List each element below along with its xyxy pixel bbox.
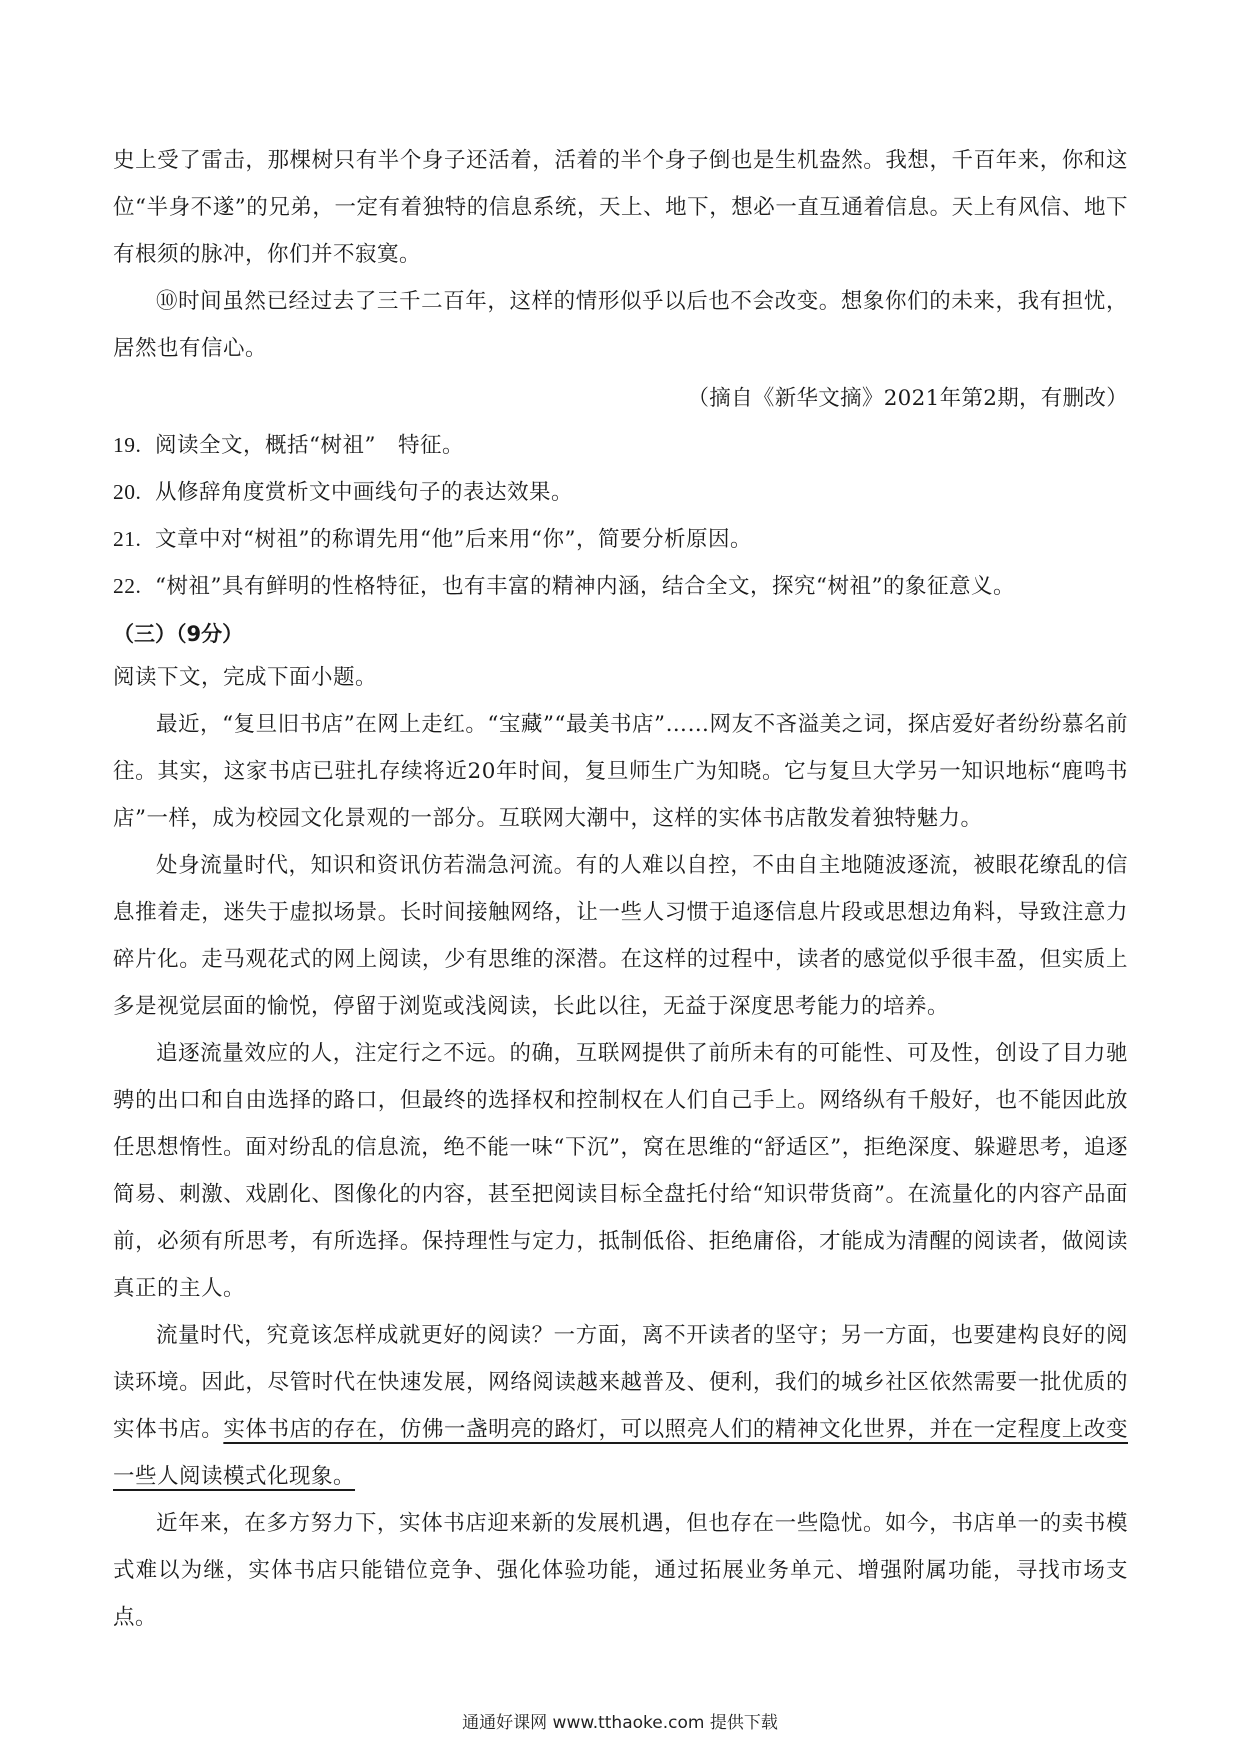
article-paragraph-2: 处身流量时代，知识和资讯仿若湍急河流。有的人难以自控，不由自主地随波逐流，被眼花缭乱的信息推着走，迷失于虚拟场景。长时间接触网络，让一些人习惯于追逐信息片段或思想边角料，导致注意力碎片化。走马观花式的网上阅读，少有思维的深潜。在这样的过程中，读者的感觉似乎很丰盈，但实质上多是视觉层面的愉悦，停留于浏览或浅阅读，长此以往，无益于深度思考能力的培养。 xyxy=(113,853,1128,1019)
article-paragraph-3: 追逐流量效应的人，注定行之不远。的确，互联网提供了前所未有的可能性、可及性，创设了目力驰骋的出口和自由选择的路口，但最终的选择权和控制权在人们自己手上。网络纵有千般好，也不能因此放任思想惰性。面对纷乱的信息流，绝不能一味“下沉”，窝在思维的“舒适区”，拒绝深度、躲避思考，追逐简易、刺激、戏剧化、图像化的内容，甚至把阅读目标全盘托付给“知识带货商”。在流量化的内容产品面前，必须有所思考，有所选择。保持理性与定力，抵制低俗、拒绝庸俗，才能成为清醒的阅读者，做阅读真正的主人。 xyxy=(113,1041,1128,1301)
question-text: 从修辞角度赏析文中画线句子的表达效果。 xyxy=(155,480,574,505)
question-number: 20. xyxy=(113,480,142,504)
document-page xyxy=(113,137,1128,1641)
question-22 xyxy=(113,563,1128,610)
underlined-sentence: 实体书店的存在，仿佛一盏明亮的路灯，可以照亮人们的精神文化世界，并在一定程度上改变一些人阅读模式化现象。 xyxy=(113,1417,1128,1489)
question-19 xyxy=(113,422,1128,469)
question-text: “树祖”具有鲜明的性格特征，也有丰富的精神内涵，结合全文，探究“树祖”的象征意义。 xyxy=(155,574,1015,599)
section-instruction: 阅读下文，完成下面小题。 xyxy=(113,665,378,690)
page-footer: 通通好课网 www.tthaoke.com 提供下载 xyxy=(462,1713,778,1733)
question-20 xyxy=(113,469,1128,516)
question-number: 19. xyxy=(113,433,142,457)
question-number: 21. xyxy=(113,527,142,551)
question-text: 阅读全文，概括“树祖” 特征。 xyxy=(155,433,464,458)
article-paragraph-4 xyxy=(113,1312,1128,1500)
question-text: 文章中对“树祖”的称谓先用“他”后来用“你”，简要分析原因。 xyxy=(155,527,752,552)
article-paragraph-5: 近年来，在多方努力下，实体书店迎来新的发展机遇，但也存在一些隐忧。如今，书店单一的卖书模式难以为继，实体书店只能错位竞争、强化体验功能，通过拓展业务单元、增强附属功能，寻找市场支点。 xyxy=(113,1511,1128,1630)
passage-paragraph-continued: 史上受了雷击，那棵树只有半个身子还活着，活着的半个身子倒也是生机盎然。我想，千百年来，你和这位“半身不遂”的兄弟，一定有着独特的信息系统，天上、地下，想必一直互通着信息。天上有风信、地下有根须的脉冲，你们并不寂寞。 xyxy=(113,148,1128,267)
section-heading: （三）（9分） xyxy=(113,622,244,646)
passage-source: （摘自《新华文摘》2021年第2期，有删改） xyxy=(687,386,1128,411)
question-21 xyxy=(113,516,1128,563)
article-paragraph-1: 最近，“复旦旧书店”在网上走红。“宝藏”“最美书店”……网友不吝溢美之词，探店爱好者纷纷慕名前往。其实，这家书店已驻扎存续将近20年时间，复旦师生广为知晓。它与复旦大学另一知识地标“鹿鸣书店”一样，成为校园文化景观的一部分。互联网大潮中，这样的实体书店散发着独特魅力。 xyxy=(113,712,1128,831)
passage-paragraph-10: ⑩时间虽然已经过去了三千二百年，这样的情形似乎以后也不会改变。想象你们的未来，我有担忧，居然也有信心。 xyxy=(113,289,1128,361)
question-list xyxy=(113,422,1128,610)
paragraph-4-plain-text: 流量时代，究竟该怎样成就更好的阅读？一方面，离不开读者的坚守；另一方面，也要建构良好的阅读环境。因此，尽管时代在快速发展，网络阅读越来越普及、便利，我们的城乡社区依然需要一批优质的实体书店。 xyxy=(113,1323,1128,1442)
question-number: 22. xyxy=(113,574,142,598)
